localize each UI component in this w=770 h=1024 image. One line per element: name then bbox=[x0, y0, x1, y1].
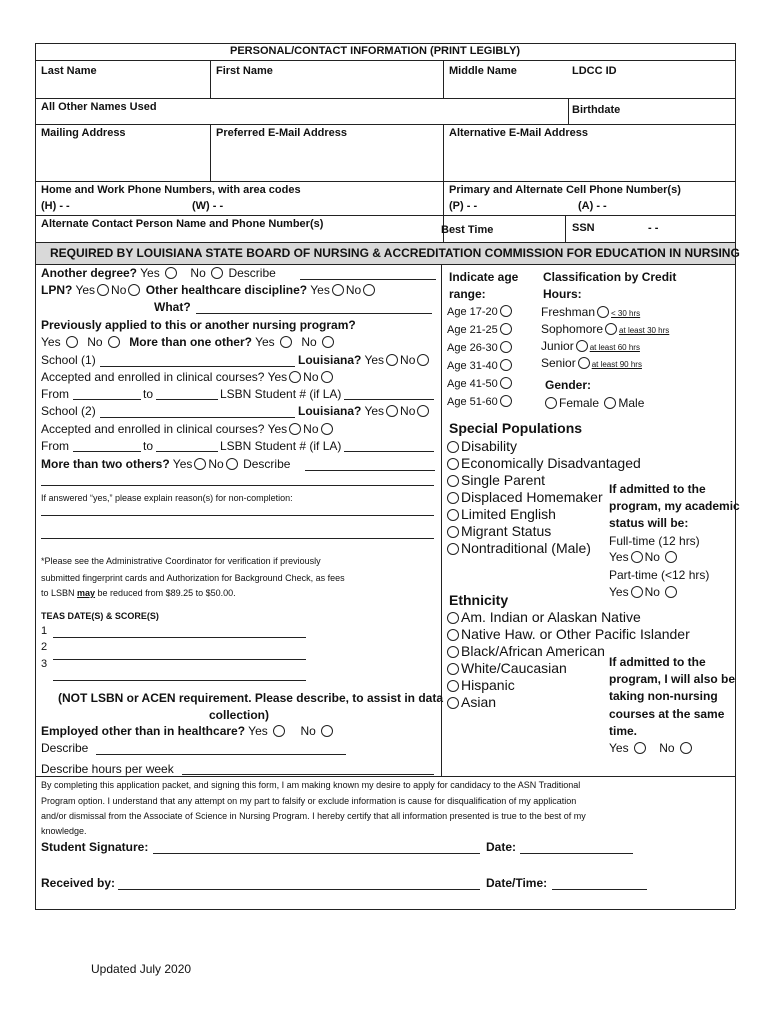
last-name-label: Last Name bbox=[41, 65, 97, 77]
age-range-1-row bbox=[447, 323, 514, 336]
describe-hours-line[interactable] bbox=[182, 774, 434, 775]
from2-label: From bbox=[41, 439, 69, 453]
explain-label: If answered “yes,” please explain reason(s) for non-completion: bbox=[41, 493, 293, 503]
age-range-0-radio[interactable] bbox=[500, 305, 512, 317]
ssn-label: SSN bbox=[572, 222, 595, 234]
school1-label: School (1) bbox=[41, 353, 96, 367]
accepted-label: Accepted and enrolled in clinical courses? bbox=[41, 422, 265, 436]
not-lsbn-note-1: (NOT LSBN or ACEN requirement. Please describe, to assist in data bbox=[58, 691, 443, 705]
prev-applied-row bbox=[41, 335, 336, 349]
yes-label: Yes bbox=[364, 353, 385, 367]
classification-label: Senior bbox=[541, 356, 576, 370]
alt-phone-format: (A) - - bbox=[578, 200, 607, 212]
no-label: No bbox=[659, 741, 675, 755]
special-pop-label: Disability bbox=[461, 438, 518, 454]
prev-applied-yes-radio[interactable] bbox=[66, 336, 78, 348]
lsbn2-label: LSBN Student # (if LA) bbox=[220, 439, 342, 453]
primary-phone-format: (P) - - bbox=[449, 200, 478, 212]
lpn-label: LPN? bbox=[41, 283, 73, 297]
ethnicity-3-row bbox=[445, 660, 567, 676]
no-label: No bbox=[208, 457, 224, 471]
fingerprint-note-3 bbox=[41, 588, 236, 598]
ethnicity-0-row bbox=[445, 609, 641, 625]
age-range-2-row bbox=[447, 341, 514, 354]
certify-line-3: and/or dismissal from the Associate of Science in Nursing Program. I hereby certify that all information presented is true to the best of my bbox=[41, 811, 586, 821]
teas-1-line[interactable] bbox=[53, 637, 306, 638]
nonnursing-yes-radio[interactable] bbox=[634, 742, 646, 754]
another-degree-label: Another degree? bbox=[41, 266, 138, 280]
what-line[interactable] bbox=[196, 313, 432, 314]
no-label: No bbox=[644, 550, 660, 564]
divider bbox=[568, 98, 569, 124]
special-pop-label: Displaced Homemaker bbox=[461, 489, 603, 505]
nonnursing-text-5: time. bbox=[609, 724, 638, 738]
school1-line[interactable] bbox=[100, 366, 295, 367]
louisiana-label: Louisiana? bbox=[298, 404, 362, 418]
lpn-row bbox=[41, 283, 377, 297]
required-header: REQUIRED BY LOUISIANA STATE BOARD OF NURSING & ACCREDITATION COMMISSION FOR EDUCATION IN NURSING bbox=[50, 246, 740, 260]
no-label: No bbox=[644, 585, 660, 599]
special-pop-label: Single Parent bbox=[461, 472, 546, 488]
full-time-label: Full-time (12 hrs) bbox=[609, 534, 700, 548]
from2-line[interactable] bbox=[73, 451, 141, 452]
ethnicity-2-radio[interactable] bbox=[447, 646, 459, 658]
special-pop-6-radio[interactable] bbox=[447, 543, 459, 555]
school2-la-yes-radio[interactable] bbox=[386, 405, 398, 417]
yes-label: Yes bbox=[609, 585, 629, 599]
prev-applied-no-radio[interactable] bbox=[108, 336, 120, 348]
ethnicity-3-radio[interactable] bbox=[447, 663, 459, 675]
age-range-label: Age 41-50 bbox=[447, 378, 498, 390]
ethnicity-1-row bbox=[445, 626, 690, 642]
from1-label: From bbox=[41, 387, 69, 401]
nonnursing-no-radio[interactable] bbox=[680, 742, 692, 754]
cell-phone-label: Primary and Alternate Cell Phone Number(s) bbox=[449, 184, 681, 196]
no-label: No bbox=[300, 724, 316, 738]
age-range-label: Age 51-60 bbox=[447, 396, 498, 408]
age-range-2-radio[interactable] bbox=[500, 341, 512, 353]
date-line[interactable] bbox=[520, 853, 633, 854]
middle-name-label: Middle Name bbox=[449, 65, 517, 77]
alt-email-label: Alternative E-Mail Address bbox=[449, 127, 588, 139]
age-range-label: Age 17-20 bbox=[447, 306, 498, 318]
to1-line[interactable] bbox=[156, 399, 218, 400]
special-pop-2-row bbox=[445, 472, 545, 488]
special-pop-0-row bbox=[445, 438, 517, 454]
credit-hours-label: at least 60 hrs bbox=[589, 343, 640, 352]
lsbn1-line[interactable] bbox=[344, 399, 434, 400]
no-label: No bbox=[190, 266, 206, 280]
teas-label: TEAS DATE(S) & SCORE(S) bbox=[41, 611, 159, 621]
age-range-3-row bbox=[447, 359, 514, 372]
age-range-5-row bbox=[447, 395, 514, 408]
certify-line-1: By completing this application packet, and signing this form, I am making known my desire to apply for candidacy to the ASN Traditional bbox=[41, 780, 581, 790]
other-names-label: All Other Names Used bbox=[41, 101, 157, 113]
ethnicity-5-row bbox=[445, 694, 496, 710]
credit-hours-label: < 30 hrs bbox=[611, 309, 641, 318]
describe-label: Describe bbox=[243, 457, 291, 471]
not-lsbn-note-2: collection) bbox=[209, 708, 270, 722]
yes-label: Yes bbox=[267, 370, 288, 384]
gender-male-radio[interactable] bbox=[604, 397, 616, 409]
divider bbox=[35, 60, 735, 61]
date-time-label: Date/Time: bbox=[486, 876, 548, 890]
classification-label: Junior bbox=[541, 339, 574, 353]
another-degree-no-radio[interactable] bbox=[211, 267, 223, 279]
divider bbox=[210, 60, 211, 98]
more-than-two-yes-radio[interactable] bbox=[194, 458, 206, 470]
teas-3-label: 3 bbox=[41, 658, 48, 670]
what-label: What? bbox=[154, 300, 191, 314]
yes-label: Yes bbox=[255, 335, 275, 349]
student-signature-line[interactable] bbox=[153, 853, 480, 854]
special-pop-0-radio[interactable] bbox=[447, 441, 459, 453]
work-phone-format: (W) - - bbox=[192, 200, 224, 212]
special-pop-5-row bbox=[445, 523, 551, 539]
no-label: No bbox=[345, 283, 362, 297]
explain-line-2[interactable] bbox=[41, 538, 434, 539]
classification-label-2: Hours: bbox=[543, 287, 582, 301]
ethnicity-4-radio[interactable] bbox=[447, 680, 459, 692]
frame-left bbox=[35, 43, 36, 909]
no-label: No bbox=[303, 422, 319, 436]
no-label: No bbox=[301, 335, 317, 349]
employed-row bbox=[41, 724, 335, 738]
yes-label: Yes bbox=[364, 404, 385, 418]
special-pop-1-radio[interactable] bbox=[447, 458, 459, 470]
special-pop-3-row bbox=[445, 489, 603, 505]
teas-3-line[interactable] bbox=[53, 680, 306, 681]
certify-line-2: Program option. I understand that any attempt on my part to falsify or exclude information is cause for disqualification of my application bbox=[41, 796, 577, 806]
age-range-3-radio[interactable] bbox=[500, 359, 512, 371]
classification-label: Sophomore bbox=[541, 322, 604, 336]
divider bbox=[35, 98, 735, 99]
full-time-yes-radio[interactable] bbox=[631, 551, 643, 563]
more-than-two-row bbox=[41, 457, 290, 471]
credit-hours-label: at least 30 hrs bbox=[619, 326, 670, 335]
home-work-phone-label: Home and Work Phone Numbers, with area codes bbox=[41, 184, 301, 196]
employed-describe-label: Describe bbox=[41, 741, 89, 755]
another-degree-row bbox=[41, 266, 276, 280]
classification-1-radio[interactable] bbox=[605, 323, 617, 335]
yes-label: Yes bbox=[609, 741, 629, 755]
divider bbox=[210, 124, 211, 181]
home-phone-format: (H) - - bbox=[41, 200, 70, 212]
special-pop-label: Migrant Status bbox=[461, 523, 552, 539]
ethnicity-0-radio[interactable] bbox=[447, 612, 459, 624]
classification-1-row bbox=[541, 322, 669, 336]
nonnursing-text-2: program, I will also be bbox=[609, 672, 736, 686]
special-pop-3-radio[interactable] bbox=[447, 492, 459, 504]
to2-label: to bbox=[143, 439, 154, 453]
other-discipline-yes-radio[interactable] bbox=[332, 284, 344, 296]
explain-line-1[interactable] bbox=[41, 515, 434, 516]
frame-right bbox=[735, 43, 736, 909]
lsbn1-label: LSBN Student # (if LA) bbox=[220, 387, 342, 401]
ethnicity-4-row bbox=[445, 677, 515, 693]
first-name-label: First Name bbox=[216, 65, 273, 77]
student-signature-label: Student Signature: bbox=[41, 840, 149, 854]
more-than-two-label: More than two others? bbox=[41, 457, 170, 471]
special-pop-6-row bbox=[445, 540, 591, 556]
no-label: No bbox=[111, 283, 127, 297]
yes-label: Yes bbox=[310, 283, 330, 297]
personal-header: PERSONAL/CONTACT INFORMATION (PRINT LEGIBLY) bbox=[230, 45, 521, 57]
part-time-row bbox=[609, 585, 679, 599]
credit-hours-label: at least 90 hrs bbox=[591, 360, 642, 369]
teas-2-line[interactable] bbox=[53, 659, 306, 660]
classification-2-row bbox=[541, 339, 640, 353]
blank-line[interactable] bbox=[41, 485, 434, 486]
updated-label: Updated July 2020 bbox=[91, 962, 192, 976]
classification-3-radio[interactable] bbox=[578, 357, 590, 369]
classification-3-row bbox=[541, 356, 642, 370]
yes-label: Yes bbox=[267, 422, 288, 436]
ethnicity-label: Black/African American bbox=[461, 643, 605, 659]
divider bbox=[565, 215, 566, 242]
special-pop-label: Economically Disadvantaged bbox=[461, 455, 641, 471]
yes-label: Yes bbox=[248, 724, 268, 738]
more-than-two-no-radio[interactable] bbox=[226, 458, 238, 470]
age-label-2: range: bbox=[449, 287, 486, 301]
accepted1-yes-radio[interactable] bbox=[289, 371, 301, 383]
note-text: to LSBN bbox=[41, 588, 78, 598]
special-pop-label: Limited English bbox=[461, 506, 556, 522]
ldcc-id-label: LDCC ID bbox=[572, 65, 617, 77]
age-range-0-row bbox=[447, 305, 514, 318]
mailing-address-label: Mailing Address bbox=[41, 127, 126, 139]
accepted-label: Accepted and enrolled in clinical courses? bbox=[41, 370, 265, 384]
divider bbox=[35, 181, 735, 182]
nonnursing-row bbox=[609, 741, 694, 755]
no-label: No bbox=[400, 404, 416, 418]
more-than-one-yes-radio[interactable] bbox=[280, 336, 292, 348]
special-pop-label: Nontraditional (Male) bbox=[461, 540, 591, 556]
employed-describe-line[interactable] bbox=[96, 754, 346, 755]
nonnursing-text-1: If admitted to the bbox=[609, 655, 706, 669]
age-range-label: Age 31-40 bbox=[447, 360, 498, 372]
date-label: Date: bbox=[486, 840, 517, 854]
nonnursing-text-4: courses at the same bbox=[609, 707, 725, 721]
ethnicity-label: Native Haw. or Other Pacific Islander bbox=[461, 626, 690, 642]
ethnicity-5-radio[interactable] bbox=[447, 697, 459, 709]
ethnicity-label: Ethnicity bbox=[449, 592, 509, 608]
ethnicity-label: White/Caucasian bbox=[461, 660, 567, 676]
classification-2-radio[interactable] bbox=[576, 340, 588, 352]
special-pop-4-row bbox=[445, 506, 556, 522]
divider bbox=[443, 60, 444, 98]
received-by-text: Received by bbox=[41, 876, 112, 890]
describe-hours-label: Describe hours per week bbox=[41, 762, 174, 776]
school2-label: School (2) bbox=[41, 404, 96, 418]
divider bbox=[35, 264, 735, 265]
special-pop-2-radio[interactable] bbox=[447, 475, 459, 487]
fingerprint-note-2: submitted fingerprint cards and Authorization for Background Check, as fees bbox=[41, 573, 345, 583]
no-label: No bbox=[303, 370, 319, 384]
status-text-1: If admitted to the bbox=[609, 482, 706, 496]
another-degree-yes-radio[interactable] bbox=[165, 267, 177, 279]
gender-male-label: Male bbox=[618, 396, 645, 410]
age-range-label: Age 26-30 bbox=[447, 342, 498, 354]
employed-yes-radio[interactable] bbox=[273, 725, 285, 737]
more-than-one-no-radio[interactable] bbox=[322, 336, 334, 348]
no-label: No bbox=[87, 335, 103, 349]
age-range-4-row bbox=[447, 377, 514, 390]
age-label: Indicate age bbox=[449, 270, 519, 284]
ethnicity-label: Asian bbox=[461, 694, 497, 710]
accepted2-no-radio[interactable] bbox=[321, 423, 333, 435]
certify-line-4: knowledge. bbox=[41, 826, 87, 836]
yes-label: Yes bbox=[172, 457, 193, 471]
more-than-one-label: More than one other? bbox=[129, 335, 252, 349]
no-label: No bbox=[400, 353, 416, 367]
received-by-label: Received by: bbox=[41, 876, 116, 890]
part-time-label: Part-time (<12 hrs) bbox=[609, 568, 710, 582]
special-pop-5-radio[interactable] bbox=[447, 526, 459, 538]
special-pop-4-radio[interactable] bbox=[447, 509, 459, 521]
nonnursing-text-3: taking non-nursing bbox=[609, 689, 718, 703]
classification-label: Classification by Credit bbox=[543, 270, 677, 284]
ethnicity-1-radio[interactable] bbox=[447, 629, 459, 641]
age-range-4-radio[interactable] bbox=[500, 377, 512, 389]
alt-contact-label: Alternate Contact Person Name and Phone Number(s) bbox=[41, 218, 324, 230]
preferred-email-label: Preferred E-Mail Address bbox=[216, 127, 348, 139]
date-time-line[interactable] bbox=[552, 889, 647, 890]
accepted2-row bbox=[41, 422, 335, 436]
divider bbox=[35, 776, 735, 777]
frame-bottom bbox=[35, 909, 735, 910]
ssn-format: - - bbox=[648, 222, 659, 234]
note-text: be reduced from $89.25 to $50.00. bbox=[95, 588, 236, 598]
school2-la-no-radio[interactable] bbox=[417, 405, 429, 417]
school1-la-yes-radio[interactable] bbox=[386, 354, 398, 366]
other-discipline-no-radio[interactable] bbox=[363, 284, 375, 296]
accepted2-yes-radio[interactable] bbox=[289, 423, 301, 435]
yes-label: Yes bbox=[41, 335, 61, 349]
age-range-label: Age 21-25 bbox=[447, 324, 498, 336]
age-range-5-radio[interactable] bbox=[500, 395, 512, 407]
louisiana-label: Louisiana? bbox=[298, 353, 362, 367]
classification-label: Freshman bbox=[541, 305, 596, 319]
lsbn2-line[interactable] bbox=[344, 451, 434, 452]
yes-label: Yes bbox=[140, 266, 160, 280]
gender-female-label: Female bbox=[559, 396, 600, 410]
frame-top bbox=[35, 43, 735, 44]
status-text-2: program, my academic bbox=[609, 499, 740, 513]
yes-label: Yes bbox=[75, 283, 96, 297]
prev-applied-label: Previously applied to this or another nursing program? bbox=[41, 318, 356, 332]
gender-row bbox=[543, 396, 644, 410]
lpn-yes-radio[interactable] bbox=[97, 284, 109, 296]
school2-line[interactable] bbox=[100, 417, 295, 418]
student-signature-text: Student Signature bbox=[41, 840, 145, 854]
fingerprint-note-1: *Please see the Administrative Coordinator for verification if previously bbox=[41, 556, 321, 566]
to1-label: to bbox=[143, 387, 154, 401]
lpn-no-radio[interactable] bbox=[128, 284, 140, 296]
ethnicity-label: Hispanic bbox=[461, 677, 515, 693]
age-range-1-radio[interactable] bbox=[500, 323, 512, 335]
describe-line[interactable] bbox=[300, 279, 436, 280]
describe-label: Describe bbox=[228, 266, 276, 280]
full-time-no-radio[interactable] bbox=[665, 551, 677, 563]
status-text-3: status will be: bbox=[609, 516, 689, 530]
special-populations-label: Special Populations bbox=[449, 420, 583, 436]
classification-0-row bbox=[541, 305, 640, 319]
school1-la-no-radio[interactable] bbox=[417, 354, 429, 366]
other-discipline-label: Other healthcare discipline? bbox=[145, 283, 308, 297]
yes-label: Yes bbox=[609, 550, 629, 564]
part-time-no-radio[interactable] bbox=[665, 586, 677, 598]
ethnicity-2-row bbox=[445, 643, 605, 659]
school2-louisiana bbox=[298, 404, 431, 418]
divider bbox=[35, 215, 735, 216]
special-pop-1-row bbox=[445, 455, 641, 471]
gender-label: Gender: bbox=[545, 378, 592, 392]
accepted1-no-radio[interactable] bbox=[321, 371, 333, 383]
classification-0-radio[interactable] bbox=[597, 306, 609, 318]
best-time-label: Best Time bbox=[441, 224, 494, 236]
birthdate-label: Birthdate bbox=[572, 104, 621, 116]
more-than-two-describe-line[interactable] bbox=[305, 470, 435, 471]
teas-2-label: 2 bbox=[41, 641, 48, 653]
from1-line[interactable] bbox=[73, 399, 141, 400]
ethnicity-label: Am. Indian or Alaskan Native bbox=[461, 609, 641, 625]
teas-1-label: 1 bbox=[41, 625, 48, 637]
employed-no-radio[interactable] bbox=[321, 725, 333, 737]
part-time-yes-radio[interactable] bbox=[631, 586, 643, 598]
divider bbox=[35, 124, 735, 125]
received-by-line[interactable] bbox=[118, 889, 480, 890]
accepted1-row bbox=[41, 370, 335, 384]
gender-female-radio[interactable] bbox=[545, 397, 557, 409]
to2-line[interactable] bbox=[156, 451, 218, 452]
note-emphasis: may bbox=[77, 588, 96, 598]
employed-label: Employed other than in healthcare? bbox=[41, 724, 246, 738]
school1-louisiana bbox=[298, 353, 431, 367]
full-time-row bbox=[609, 550, 679, 564]
